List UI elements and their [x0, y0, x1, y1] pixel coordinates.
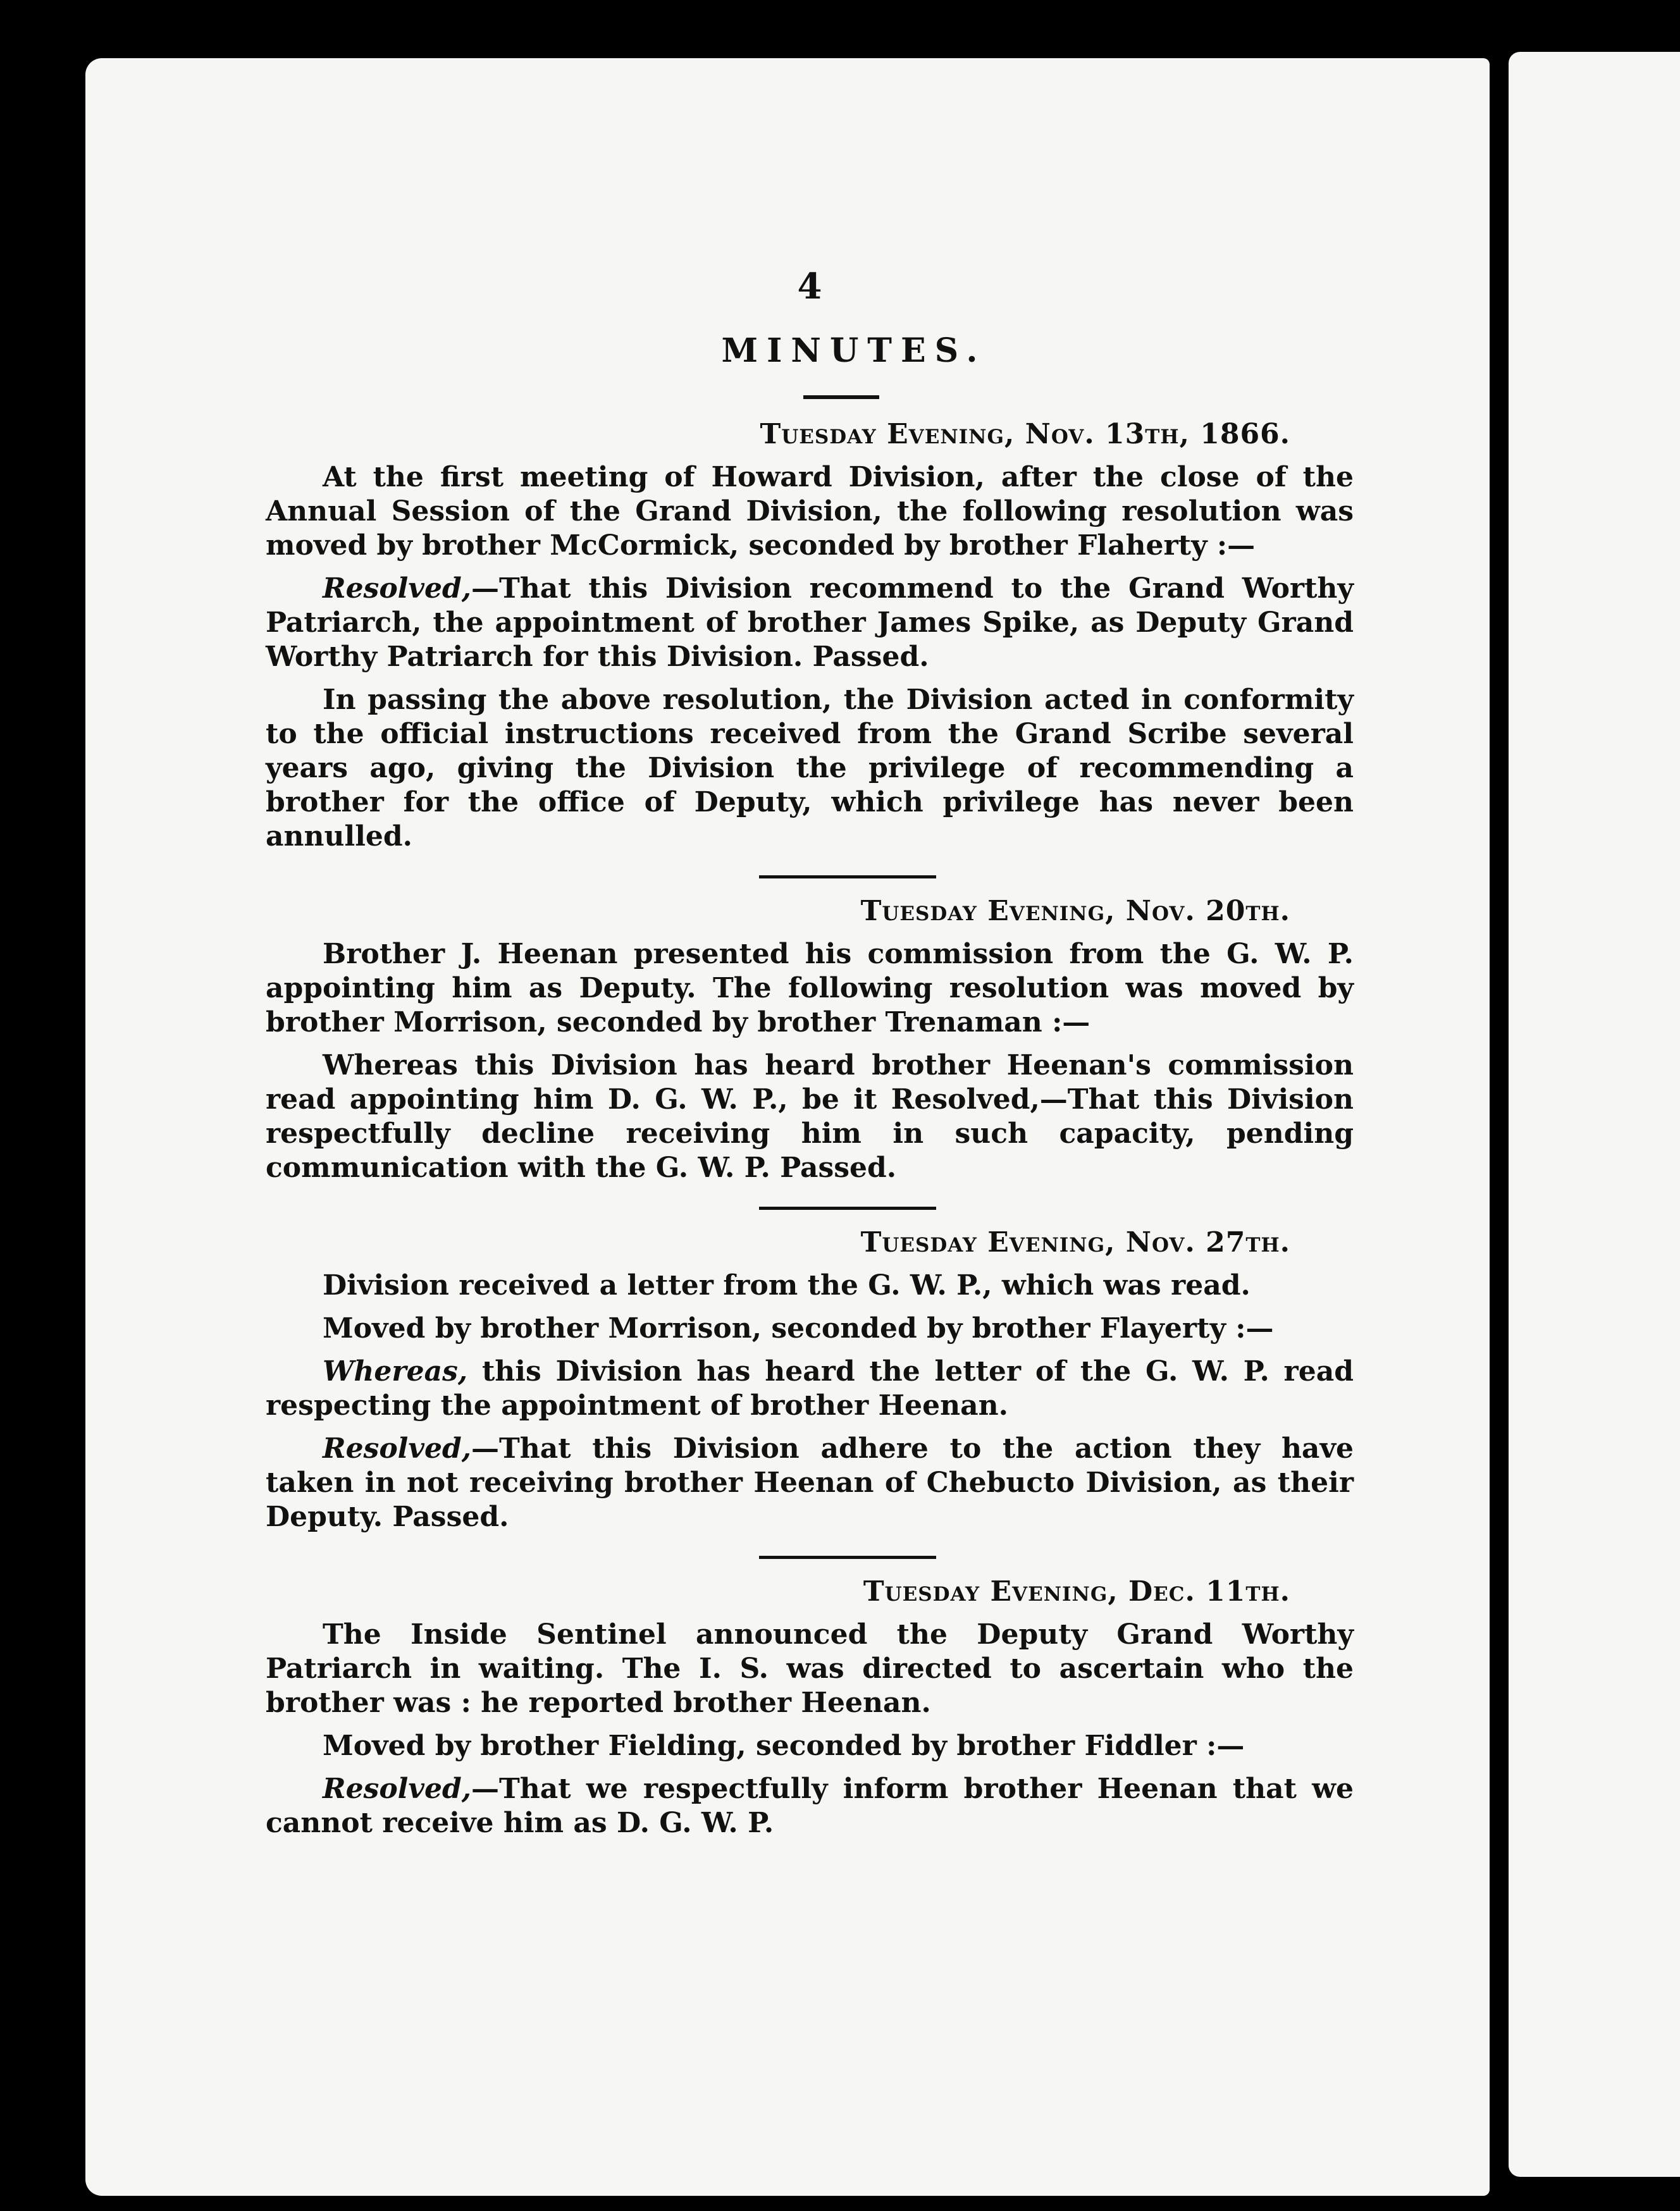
paragraph: In passing the above resolution, the Division acted in conformity to the official instructions received from the Grand Scribe several years ago, giving the Division the privilege of recommending a brother for the office of Deputy, which privilege has never been annulled.: [266, 684, 1354, 853]
page-title: MINUTES.: [721, 331, 987, 370]
session-heading: Tuesday Evening, Nov. 20th.: [860, 895, 1290, 927]
session-heading: Tuesday Evening, Nov. 27th.: [860, 1226, 1290, 1259]
section-divider: [759, 1556, 936, 1559]
minutes-section: [266, 1226, 1354, 1534]
paragraph: Resolved,—That this Division adhere to the action they have taken in not receiving brother Heenan of Chebucto Division, as their Deputy. Passed.: [266, 1432, 1354, 1533]
page-content: [266, 266, 1354, 1849]
section-divider: [759, 1207, 936, 1210]
page-number: 4: [797, 266, 822, 307]
paragraph: Resolved,—That this Division recommend to the Grand Worthy Patriarch, the appointment of brother James Spike, as Deputy Grand Worthy Patriarch for this Division. Passed.: [266, 572, 1354, 673]
paragraph: Whereas this Division has heard brother Heenan's commission read appointing him D. G. W. P., be it Resolved,—That this Division respectfully decline receiving him in such capacity, pending communication with the G. W. P. Passed.: [266, 1049, 1354, 1184]
minutes-section: [266, 418, 1354, 854]
paragraph: Brother J. Heenan presented his commission from the G. W. P. appointing him as Deputy. The following resolution was moved by brother Morrison, seconded by brother Trenaman :—: [266, 938, 1354, 1038]
session-heading: Tuesday Evening, Nov. 13th, 1866.: [760, 418, 1290, 450]
paragraph: At the first meeting of Howard Division, after the close of the Annual Session of the Grand Division, the following resolution was moved by brother McCormick, seconded by brother Flaherty :—: [266, 461, 1354, 562]
paragraph: Resolved,—That we respectfully inform brother Heenan that we cannot receive him as D. G. W. P.: [266, 1773, 1354, 1839]
paragraph: Moved by brother Morrison, seconded by brother Flayerty :—: [323, 1312, 1274, 1345]
section-divider: [759, 875, 936, 878]
paragraph: The Inside Sentinel announced the Deputy Grand Worthy Patriarch in waiting. The I. S. was directed to ascertain who the brother was : he reported brother Heenan.: [266, 1618, 1354, 1719]
minutes-section: [266, 895, 1354, 1185]
paragraph: Moved by brother Fielding, seconded by brother Fiddler :—: [323, 1730, 1245, 1762]
session-heading: Tuesday Evening, Dec. 11th.: [863, 1575, 1290, 1608]
facing-page-edge: [1509, 52, 1680, 2177]
paragraph: Whereas, this Division has heard the letter of the G. W. P. read respecting the appointment of brother Heenan.: [266, 1355, 1354, 1422]
title-rule: [803, 395, 879, 399]
minutes-section: [266, 1575, 1354, 1840]
paragraph: Division received a letter from the G. W. P., which was read.: [323, 1269, 1251, 1302]
